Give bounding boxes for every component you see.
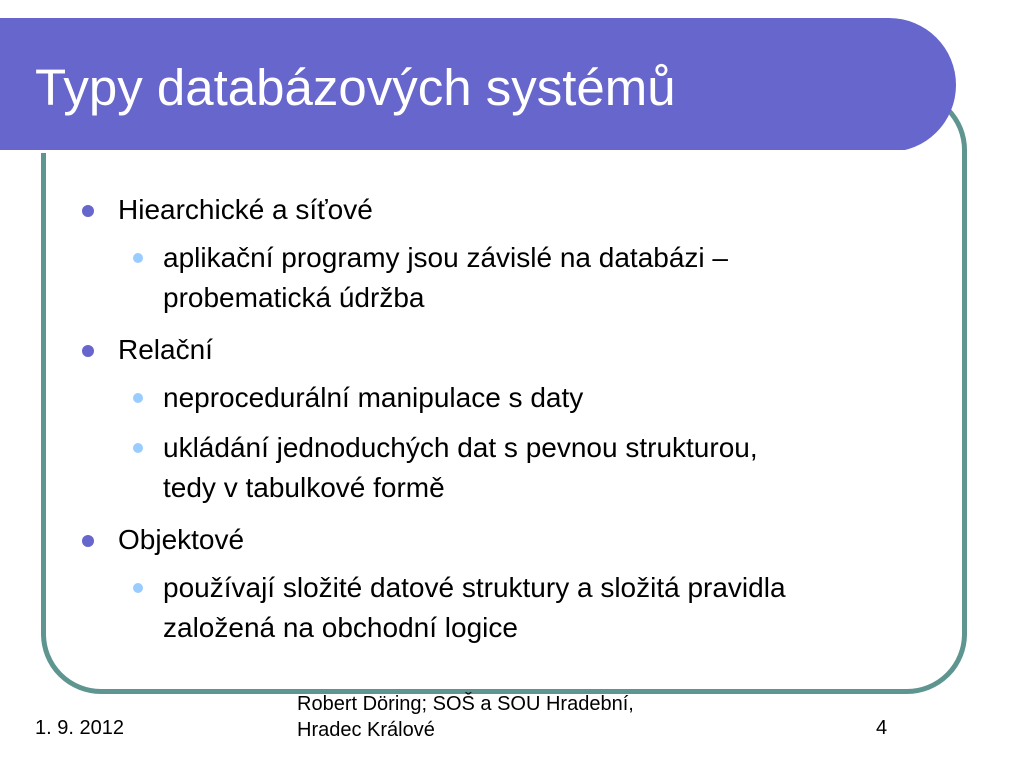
sub-bullet-text-line: neprocedurální manipulace s daty xyxy=(163,382,584,413)
bullet-dot-icon xyxy=(82,535,94,547)
sub-bullet-text-line: probematická údržba xyxy=(163,282,425,313)
bullet-item-hierarchical xyxy=(118,193,373,227)
footer-author-line: Hradec Králové xyxy=(297,719,435,741)
sub-bullet-text-line: založená na obchodní logice xyxy=(163,612,518,643)
bullet-text: Relační xyxy=(118,334,213,365)
sub-bullet-dot-icon xyxy=(133,583,143,593)
bullet-item-object xyxy=(118,523,244,557)
footer-author xyxy=(297,691,757,743)
footer-author-line: Robert Döring; SOŠ a SOU Hradební, xyxy=(297,693,634,715)
sub-bullet-dot-icon xyxy=(133,443,143,453)
bullet-text: Hiearchické a síťové xyxy=(118,194,373,225)
bullet-dot-icon xyxy=(82,205,94,217)
bullet-item-relational xyxy=(118,333,213,367)
sub-bullet-item xyxy=(163,428,758,508)
sub-bullet-item xyxy=(163,378,583,418)
page-number: 4 xyxy=(876,717,888,739)
sub-bullet-text-line: ukládání jednoduchých dat s pevnou strukturou, xyxy=(163,432,758,463)
footer-date: 1. 9. 2012 xyxy=(35,717,124,739)
sub-bullet-text-line: aplikační programy jsou závislé na databázi – xyxy=(163,242,728,273)
sub-bullet-item xyxy=(163,238,728,318)
sub-bullet-text-line: tedy v tabulkové formě xyxy=(163,472,445,503)
bullet-dot-icon xyxy=(82,345,94,357)
slide-title: Typy databázových systémů xyxy=(35,59,676,116)
sub-bullet-dot-icon xyxy=(133,393,143,403)
sub-bullet-text-line: používají složité datové struktury a složitá pravidla xyxy=(163,572,786,603)
sub-bullet-item xyxy=(163,568,786,648)
bullet-text: Objektové xyxy=(118,524,245,555)
sub-bullet-dot-icon xyxy=(133,253,143,263)
